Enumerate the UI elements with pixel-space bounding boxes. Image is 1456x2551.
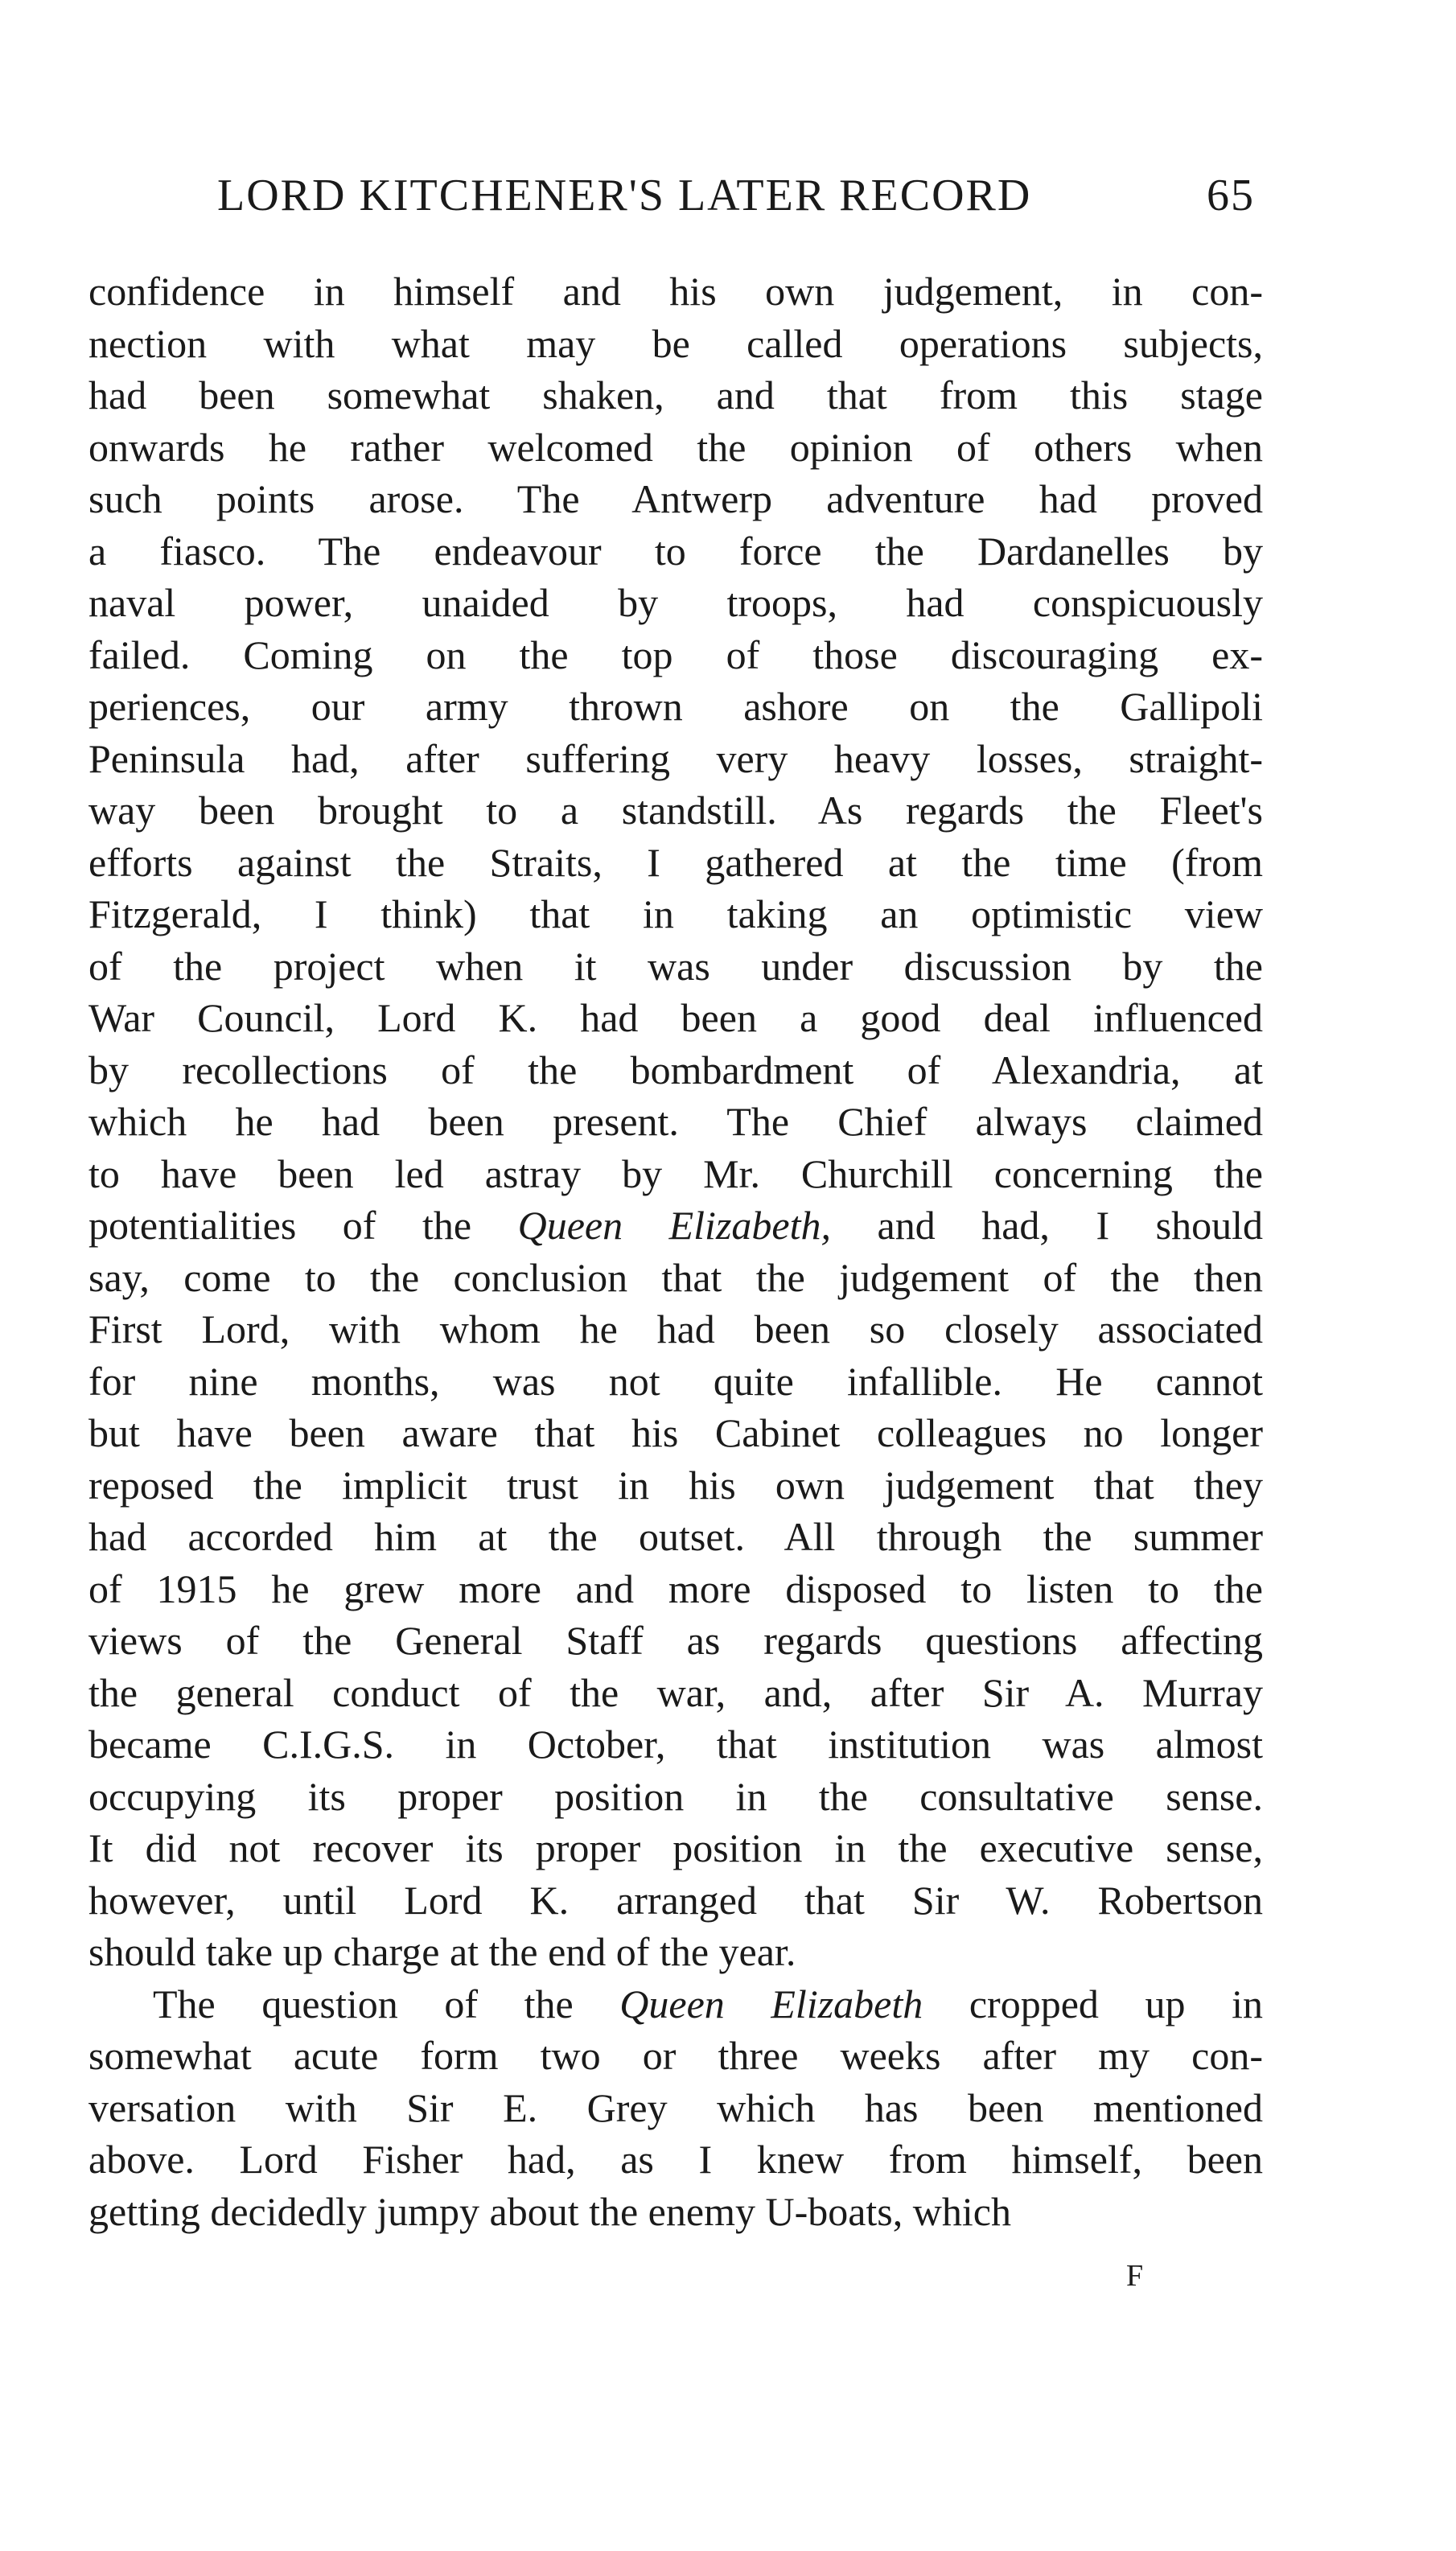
text-line: of 1915 he grew more and more disposed to listen to the [88, 1566, 1263, 1611]
text-line [88, 1199, 1263, 1252]
text-line: War Council, Lord K. had been a good deal influenced [88, 995, 1263, 1040]
text-line: should take up charge at the end of the year. [88, 1929, 796, 1974]
body-text [88, 265, 1263, 2237]
text-line: onwards he rather welcomed the opinion of others when [88, 424, 1263, 470]
text-line: which he had been present. The Chief always claimed [88, 1099, 1263, 1144]
running-title: LORD KITCHENER'S LATER RECORD [217, 171, 1032, 220]
paragraph [88, 1978, 1263, 2238]
text-line: nection with what may be called operations subjects, [88, 320, 1263, 366]
text-line: confidence in himself and his own judgement, in con- [88, 269, 1263, 314]
text-line: had been somewhat shaken, and that from this stage [88, 372, 1263, 418]
text-line: for nine months, was not quite infallible. He cannot [88, 1358, 1263, 1404]
text-run: and had, I should [830, 1203, 1263, 1248]
text-line: versation with Sir E. Grey which has been mentioned [88, 2084, 1263, 2130]
ship-name-italic: Queen Elizabeth [619, 1981, 923, 2026]
text-line: It did not recover its proper position in the executive sense, [88, 1825, 1263, 1870]
text-line: reposed the implicit trust in his own judgement that they [88, 1462, 1263, 1508]
text-line [88, 1978, 1263, 2031]
text-line: Peninsula had, after suffering very heavy losses, straight- [88, 735, 1263, 781]
text-line: occupying its proper position in the consultative sense. [88, 1773, 1263, 1819]
text-line: the general conduct of the war, and, after Sir A. Murray [88, 1669, 1263, 1715]
text-line: say, come to the conclusion that the judgement of the then [88, 1254, 1263, 1300]
paragraph [88, 265, 1263, 1978]
text-line: somewhat acute form two or three weeks after my con- [88, 2033, 1263, 2078]
text-line: had accorded him at the outset. All through the summer [88, 1514, 1263, 1559]
text-run: potentialities of the [88, 1203, 518, 1248]
ship-name-italic: Queen Elizabeth, [517, 1203, 831, 1248]
text-line: but have been aware that his Cabinet colleagues no longer [88, 1410, 1263, 1455]
text-line: by recollections of the bombardment of Alexandria, at [88, 1047, 1263, 1092]
text-line: way been brought to a standstill. As regards the Fleet's [88, 788, 1263, 833]
text-line: a fiasco. The endeavour to force the Dardanelles by [88, 528, 1263, 574]
text-line: getting decidedly jumpy about the enemy U-boats, which [88, 2188, 1011, 2234]
signature-mark: F [1126, 2259, 1144, 2293]
text-line: Fitzgerald, I think) that in taking an optimistic view [88, 891, 1263, 936]
text-line: periences, our army thrown ashore on the Gallipoli [88, 684, 1263, 729]
text-line: First Lord, with whom he had been so closely associated [88, 1306, 1263, 1352]
text-line: such points arose. The Antwerp adventure had proved [88, 476, 1263, 521]
text-line: above. Lord Fisher had, as I knew from himself, been [88, 2137, 1263, 2182]
text-line: naval power, unaided by troops, had conspicuously [88, 580, 1263, 625]
text-line: views of the General Staff as regards questions affecting [88, 1618, 1263, 1663]
text-run: cropped up in [923, 1981, 1263, 2026]
text-line: failed. Coming on the top of those discouraging ex- [88, 632, 1263, 677]
text-line: of the project when it was under discussion by the [88, 943, 1263, 989]
page-number: 65 [1207, 171, 1255, 220]
text-line: to have been led astray by Mr. Churchill concerning the [88, 1150, 1263, 1196]
text-run: The question of the [153, 1981, 620, 2026]
text-line: however, until Lord K. arranged that Sir W. Robertson [88, 1877, 1263, 1923]
text-line: efforts against the Straits, I gathered at the time (from [88, 839, 1263, 885]
text-line: became C.I.G.S. in October, that institution was almost [88, 1722, 1263, 1767]
